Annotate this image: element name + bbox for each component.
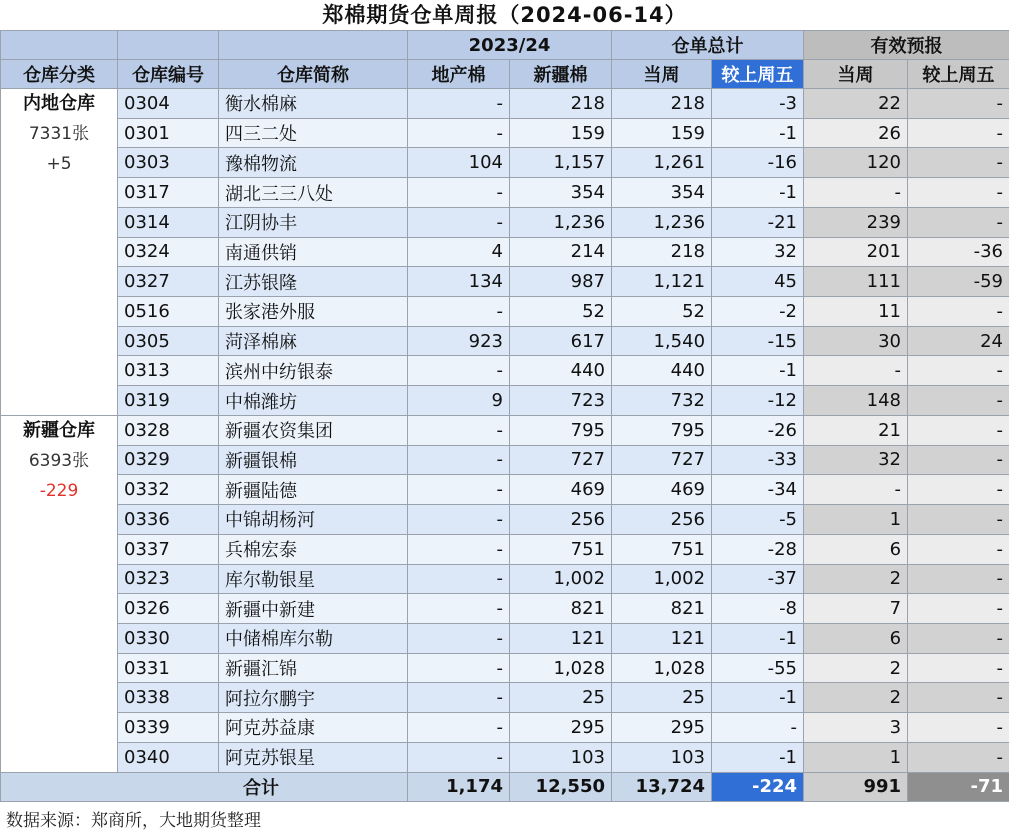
warehouse-code: 0336: [118, 505, 219, 535]
warehouse-code: 0339: [118, 713, 219, 743]
receipt-change-value: -26: [712, 415, 804, 445]
receipt-change-value: 45: [712, 267, 804, 297]
forecast-change-value: -: [908, 297, 1009, 327]
domestic-cotton-value: -: [408, 178, 510, 208]
warehouse-code: 0304: [118, 89, 219, 119]
warehouse-code: 0332: [118, 475, 219, 505]
domestic-cotton-value: 134: [408, 267, 510, 297]
table-row: [1, 148, 1009, 178]
warehouse-name: 中储棉库尔勒: [219, 623, 408, 653]
xinjiang-cotton-value: 52: [510, 297, 612, 327]
header-name: 仓库简称: [219, 60, 408, 89]
header-category: 仓库分类: [1, 60, 118, 89]
warehouse-name: 张家港外服: [219, 297, 408, 327]
receipt-change-value: -33: [712, 445, 804, 475]
warehouse-code: 0323: [118, 564, 219, 594]
forecast-this-week-value: 7: [804, 594, 908, 624]
category-change: +5: [46, 154, 72, 174]
xinjiang-cotton-value: 751: [510, 534, 612, 564]
warehouse-name: 库尔勒银星: [219, 564, 408, 594]
forecast-change-value: -: [908, 534, 1009, 564]
receipt-this-week-value: 52: [612, 297, 712, 327]
domestic-cotton-value: -: [408, 683, 510, 713]
receipt-this-week-value: 1,540: [612, 326, 712, 356]
domestic-cotton-value: -: [408, 475, 510, 505]
total-forecast-change: -71: [908, 772, 1009, 802]
header-forecast-this-week: 当周: [804, 60, 908, 89]
warehouse-name: 阿拉尔鹏宇: [219, 683, 408, 713]
xinjiang-cotton-value: 469: [510, 475, 612, 505]
receipt-this-week-value: 795: [612, 415, 712, 445]
xinjiang-cotton-value: 295: [510, 713, 612, 743]
forecast-this-week-value: 111: [804, 267, 908, 297]
table-row: [1, 505, 1009, 535]
forecast-this-week-value: -: [804, 356, 908, 386]
receipt-this-week-value: 1,002: [612, 564, 712, 594]
table-row: [1, 267, 1009, 297]
receipt-this-week-value: 256: [612, 505, 712, 535]
receipt-this-week-value: 732: [612, 386, 712, 416]
domestic-cotton-value: -: [408, 534, 510, 564]
xinjiang-cotton-value: 1,157: [510, 148, 612, 178]
warehouse-name: 阿克苏益康: [219, 713, 408, 743]
table-row: [1, 178, 1009, 208]
header-forecast-vs-last-friday: 较上周五: [908, 60, 1009, 89]
category-change: -229: [39, 480, 79, 501]
domestic-cotton-value: -: [408, 415, 510, 445]
forecast-change-value: -: [908, 742, 1009, 772]
xinjiang-cotton-value: 25: [510, 683, 612, 713]
receipt-this-week-value: 25: [612, 683, 712, 713]
receipt-this-week-value: 751: [612, 534, 712, 564]
table-row: [1, 594, 1009, 624]
forecast-change-value: -: [908, 505, 1009, 535]
warehouse-code: 0328: [118, 415, 219, 445]
xinjiang-cotton-value: 821: [510, 594, 612, 624]
receipt-change-value: -5: [712, 505, 804, 535]
table-row: [1, 207, 1009, 237]
xinjiang-cotton-value: 218: [510, 89, 612, 119]
header-xinjiang: 新疆棉: [510, 60, 612, 89]
header-empty-category: [1, 31, 118, 60]
forecast-change-value: -: [908, 89, 1009, 119]
forecast-change-value: -: [908, 594, 1009, 624]
receipt-change-value: -: [712, 713, 804, 743]
xinjiang-cotton-value: 723: [510, 386, 612, 416]
warehouse-code: 0329: [118, 445, 219, 475]
table-row: [1, 475, 1009, 505]
xinjiang-cotton-value: 795: [510, 415, 612, 445]
warehouse-name: 新疆银棉: [219, 445, 408, 475]
forecast-this-week-value: 2: [804, 653, 908, 683]
table-row: [1, 534, 1009, 564]
header-forecast: 有效预报: [804, 31, 1009, 60]
domestic-cotton-value: -: [408, 356, 510, 386]
forecast-this-week-value: 26: [804, 118, 908, 148]
warehouse-name: 江苏银隆: [219, 267, 408, 297]
receipt-change-value: -1: [712, 683, 804, 713]
xinjiang-cotton-value: 103: [510, 742, 612, 772]
warehouse-name: 新疆中新建: [219, 594, 408, 624]
forecast-change-value: -: [908, 445, 1009, 475]
warehouse-code: 0516: [118, 297, 219, 327]
warehouse-name: 阿克苏银星: [219, 742, 408, 772]
xinjiang-cotton-value: 617: [510, 326, 612, 356]
forecast-change-value: -36: [908, 237, 1009, 267]
receipt-change-value: -1: [712, 178, 804, 208]
warehouse-name: 湖北三三八处: [219, 178, 408, 208]
forecast-change-value: 24: [908, 326, 1009, 356]
warehouse-code: 0327: [118, 267, 219, 297]
xinjiang-cotton-value: 1,028: [510, 653, 612, 683]
forecast-change-value: -: [908, 653, 1009, 683]
xinjiang-cotton-value: 440: [510, 356, 612, 386]
warehouse-name: 滨州中纺银泰: [219, 356, 408, 386]
domestic-cotton-value: 923: [408, 326, 510, 356]
total-row: [1, 772, 1009, 802]
xinjiang-cotton-value: 1,236: [510, 207, 612, 237]
forecast-change-value: -: [908, 623, 1009, 653]
warehouse-name: 四三二处: [219, 118, 408, 148]
header-row-top: [1, 31, 1009, 60]
warehouse-code: 0326: [118, 594, 219, 624]
forecast-this-week-value: -: [804, 178, 908, 208]
xinjiang-cotton-value: 214: [510, 237, 612, 267]
forecast-change-value: -: [908, 386, 1009, 416]
warehouse-code: 0330: [118, 623, 219, 653]
warehouse-code: 0305: [118, 326, 219, 356]
total-forecast-this-week: 991: [804, 772, 908, 802]
category-cell: [1, 89, 118, 416]
receipt-this-week-value: 354: [612, 178, 712, 208]
receipt-this-week-value: 1,121: [612, 267, 712, 297]
forecast-this-week-value: 1: [804, 505, 908, 535]
total-change: -224: [712, 772, 804, 802]
warehouse-name: 中棉潍坊: [219, 386, 408, 416]
forecast-change-value: -: [908, 356, 1009, 386]
warehouse-code: 0331: [118, 653, 219, 683]
warehouse-receipt-table: [0, 30, 1009, 802]
forecast-change-value: -: [908, 713, 1009, 743]
xinjiang-cotton-value: 159: [510, 118, 612, 148]
xinjiang-cotton-value: 354: [510, 178, 612, 208]
forecast-change-value: -: [908, 178, 1009, 208]
forecast-change-value: -: [908, 118, 1009, 148]
receipt-change-value: -1: [712, 356, 804, 386]
receipt-this-week-value: 103: [612, 742, 712, 772]
warehouse-name: 新疆陆德: [219, 475, 408, 505]
domestic-cotton-value: -: [408, 594, 510, 624]
warehouse-name: 江阴协丰: [219, 207, 408, 237]
receipt-change-value: -1: [712, 118, 804, 148]
warehouse-code: 0324: [118, 237, 219, 267]
xinjiang-cotton-value: 987: [510, 267, 612, 297]
warehouse-name: 南通供销: [219, 237, 408, 267]
warehouse-name: 衡水棉麻: [219, 89, 408, 119]
forecast-change-value: -: [908, 475, 1009, 505]
header-season: 2023/24: [408, 31, 612, 60]
warehouse-name: 菏泽棉麻: [219, 326, 408, 356]
category-name: 新疆仓库: [23, 419, 95, 441]
warehouse-code: 0337: [118, 534, 219, 564]
domestic-cotton-value: -: [408, 118, 510, 148]
receipt-this-week-value: 159: [612, 118, 712, 148]
header-code: 仓库编号: [118, 60, 219, 89]
warehouse-code: 0319: [118, 386, 219, 416]
warehouse-name: 新疆农资集团: [219, 415, 408, 445]
domestic-cotton-value: -: [408, 89, 510, 119]
data-source-note: 数据来源：郑商所，大地期货整理: [6, 811, 261, 831]
total-this-week: 13,724: [612, 772, 712, 802]
forecast-this-week-value: 6: [804, 623, 908, 653]
forecast-change-value: -: [908, 415, 1009, 445]
forecast-this-week-value: 2: [804, 564, 908, 594]
receipt-change-value: -28: [712, 534, 804, 564]
receipt-change-value: -15: [712, 326, 804, 356]
receipt-this-week-value: 218: [612, 237, 712, 267]
table-row: [1, 237, 1009, 267]
header-empty-code: [118, 31, 219, 60]
warehouse-code: 0314: [118, 207, 219, 237]
warehouse-code: 0338: [118, 683, 219, 713]
forecast-this-week-value: 148: [804, 386, 908, 416]
warehouse-code: 0340: [118, 742, 219, 772]
receipt-change-value: -1: [712, 742, 804, 772]
table-row: [1, 445, 1009, 475]
receipt-change-value: -3: [712, 89, 804, 119]
forecast-this-week-value: 1: [804, 742, 908, 772]
domestic-cotton-value: -: [408, 297, 510, 327]
warehouse-name: 中锦胡杨河: [219, 505, 408, 535]
total-domestic: 1,174: [408, 772, 510, 802]
domestic-cotton-value: -: [408, 653, 510, 683]
receipt-this-week-value: 821: [612, 594, 712, 624]
table-body: [1, 89, 1009, 802]
table-row: [1, 742, 1009, 772]
receipt-this-week-value: 295: [612, 713, 712, 743]
warehouse-code: 0303: [118, 148, 219, 178]
forecast-this-week-value: 3: [804, 713, 908, 743]
header-domestic: 地产棉: [408, 60, 510, 89]
forecast-this-week-value: 2: [804, 683, 908, 713]
xinjiang-cotton-value: 727: [510, 445, 612, 475]
receipt-this-week-value: 440: [612, 356, 712, 386]
table-row: [1, 326, 1009, 356]
receipt-change-value: -21: [712, 207, 804, 237]
table-row: [1, 356, 1009, 386]
domestic-cotton-value: -: [408, 505, 510, 535]
report-title: 郑棉期货仓单周报（2024-06-14）: [322, 3, 687, 27]
receipt-this-week-value: 1,028: [612, 653, 712, 683]
receipt-this-week-value: 121: [612, 623, 712, 653]
forecast-change-value: -: [908, 564, 1009, 594]
warehouse-name: 豫棉物流: [219, 148, 408, 178]
forecast-this-week-value: 6: [804, 534, 908, 564]
table-row: [1, 623, 1009, 653]
forecast-this-week-value: 21: [804, 415, 908, 445]
warehouse-name: 兵棉宏泰: [219, 534, 408, 564]
domestic-cotton-value: 9: [408, 386, 510, 416]
domestic-cotton-value: -: [408, 564, 510, 594]
header-receipt-total: 仓单总计: [612, 31, 804, 60]
header-this-week: 当周: [612, 60, 712, 89]
category-count: 7331张: [28, 124, 90, 144]
table-row: [1, 297, 1009, 327]
warehouse-code: 0317: [118, 178, 219, 208]
warehouse-name: 新疆汇锦: [219, 653, 408, 683]
header-empty-name: [219, 31, 408, 60]
category-name: 内地仓库: [23, 93, 95, 114]
xinjiang-cotton-value: 121: [510, 623, 612, 653]
warehouse-code: 0301: [118, 118, 219, 148]
forecast-this-week-value: 22: [804, 89, 908, 119]
header-vs-last-friday: 较上周五: [712, 60, 804, 89]
table-row: [1, 386, 1009, 416]
table-row: [1, 415, 1009, 445]
forecast-change-value: -: [908, 207, 1009, 237]
domestic-cotton-value: -: [408, 713, 510, 743]
receipt-change-value: -55: [712, 653, 804, 683]
category-count: 6393张: [28, 450, 90, 471]
receipt-change-value: -34: [712, 475, 804, 505]
header-row-bottom: [1, 60, 1009, 89]
forecast-this-week-value: 201: [804, 237, 908, 267]
total-label: 合计: [1, 772, 408, 802]
receipt-this-week-value: 727: [612, 445, 712, 475]
total-xinjiang: 12,550: [510, 772, 612, 802]
domestic-cotton-value: 4: [408, 237, 510, 267]
receipt-change-value: -12: [712, 386, 804, 416]
receipt-change-value: -16: [712, 148, 804, 178]
receipt-change-value: -1: [712, 623, 804, 653]
domestic-cotton-value: -: [408, 445, 510, 475]
forecast-this-week-value: 32: [804, 445, 908, 475]
category-cell: [1, 415, 118, 772]
domestic-cotton-value: -: [408, 623, 510, 653]
receipt-this-week-value: 1,236: [612, 207, 712, 237]
domestic-cotton-value: 104: [408, 148, 510, 178]
receipt-change-value: 32: [712, 237, 804, 267]
table-row: [1, 118, 1009, 148]
forecast-change-value: -: [908, 683, 1009, 713]
receipt-change-value: -37: [712, 564, 804, 594]
forecast-change-value: -: [908, 148, 1009, 178]
table-row: [1, 89, 1009, 119]
receipt-this-week-value: 218: [612, 89, 712, 119]
warehouse-code: 0313: [118, 356, 219, 386]
table-row: [1, 653, 1009, 683]
domestic-cotton-value: -: [408, 742, 510, 772]
domestic-cotton-value: -: [408, 207, 510, 237]
table-row: [1, 564, 1009, 594]
receipt-change-value: -8: [712, 594, 804, 624]
forecast-change-value: -59: [908, 267, 1009, 297]
xinjiang-cotton-value: 1,002: [510, 564, 612, 594]
table-row: [1, 713, 1009, 743]
receipt-this-week-value: 1,261: [612, 148, 712, 178]
xinjiang-cotton-value: 256: [510, 505, 612, 535]
receipt-change-value: -2: [712, 297, 804, 327]
forecast-this-week-value: 120: [804, 148, 908, 178]
forecast-this-week-value: 239: [804, 207, 908, 237]
forecast-this-week-value: 30: [804, 326, 908, 356]
receipt-this-week-value: 469: [612, 475, 712, 505]
forecast-this-week-value: 11: [804, 297, 908, 327]
table-row: [1, 683, 1009, 713]
forecast-this-week-value: -: [804, 475, 908, 505]
